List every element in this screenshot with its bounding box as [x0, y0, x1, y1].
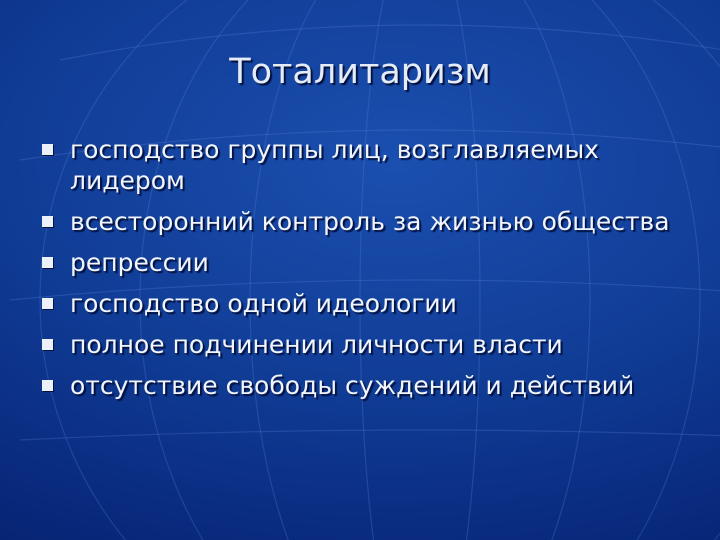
bullet-item [40, 370, 690, 401]
square-bullet-icon [42, 144, 53, 155]
square-bullet-icon [42, 298, 53, 309]
bullet-item [40, 134, 690, 196]
bullet-item [40, 329, 690, 360]
bullet-item [40, 247, 690, 278]
slide-title: Тоталитаризм [229, 52, 491, 92]
bullet-text: господство группы лиц, возглавляемых лидером [70, 135, 599, 195]
bullet-text: господство одной идеологии [70, 289, 457, 318]
bullet-item [40, 288, 690, 319]
square-bullet-icon [42, 380, 53, 391]
bullet-item [40, 206, 690, 237]
square-bullet-icon [42, 339, 53, 350]
square-bullet-icon [42, 216, 53, 227]
bullet-text: полное подчинении личности власти [70, 330, 563, 359]
square-bullet-icon [42, 257, 53, 268]
bullet-list [40, 134, 690, 411]
bullet-text: отсутствие свободы суждений и действий [70, 371, 635, 400]
bullet-text: всесторонний контроль за жизнью общества [70, 207, 670, 236]
bullet-text: репрессии [70, 248, 209, 277]
